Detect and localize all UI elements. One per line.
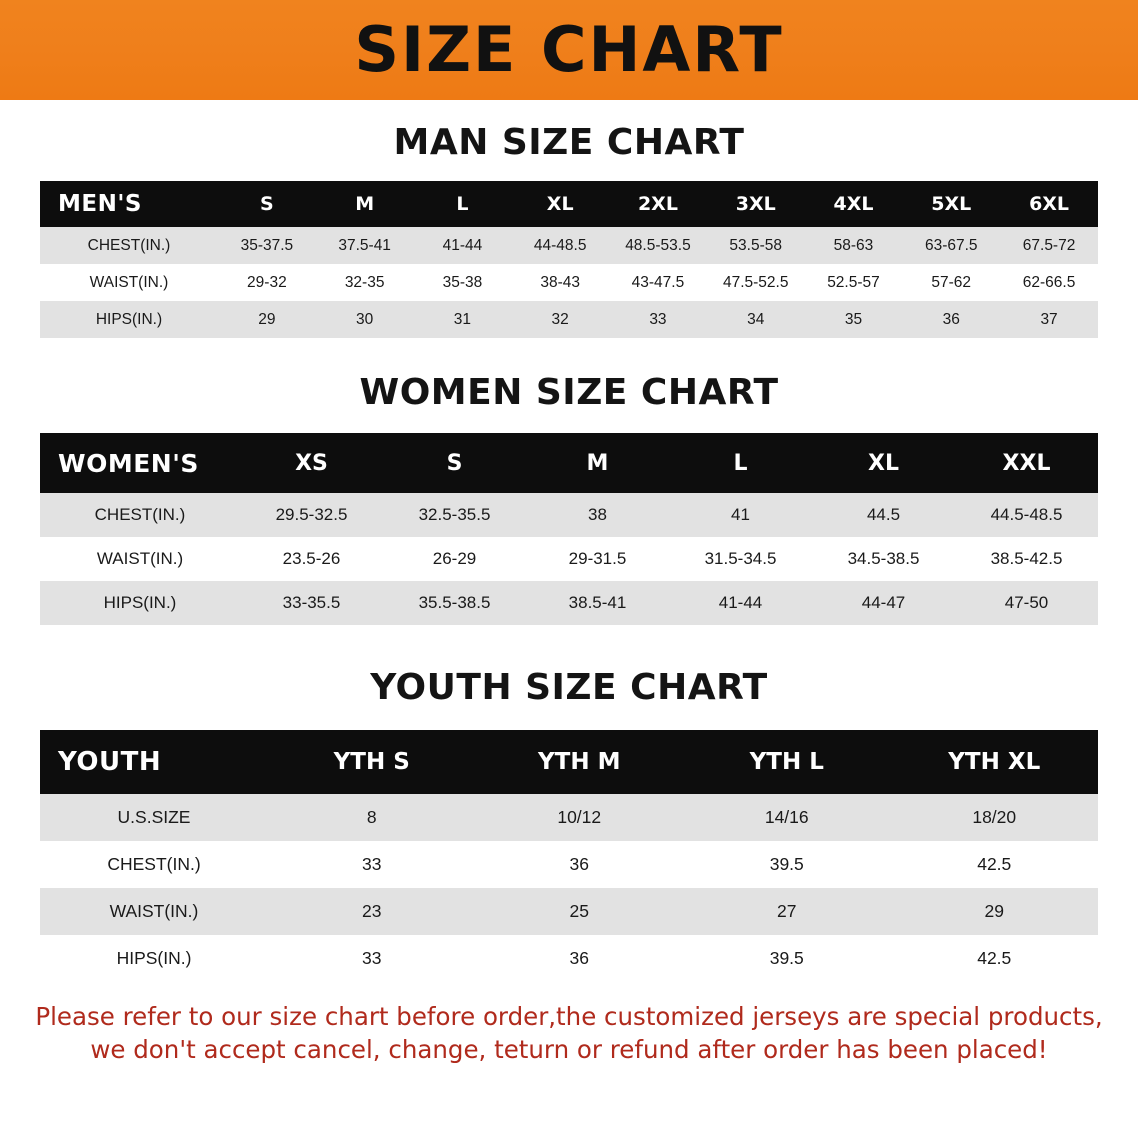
row-label: CHEST(IN.)	[40, 841, 268, 888]
women-table-wrapper	[40, 433, 1098, 625]
table-row	[40, 301, 1098, 338]
table-cell: 37.5-41	[316, 227, 414, 264]
row-label: WAIST(IN.)	[40, 264, 218, 301]
table-header-row	[40, 730, 1098, 794]
disclaimer-line-2: we don't accept cancel, change, teturn or refund after order has been placed!	[90, 1035, 1048, 1065]
table-cell: 29-32	[218, 264, 316, 301]
table-cell: 18/20	[891, 794, 1099, 841]
table-cell: 34	[707, 301, 805, 338]
row-label: WAIST(IN.)	[40, 537, 240, 581]
table-cell: 44.5	[812, 493, 955, 537]
table-row	[40, 935, 1098, 982]
table-cell: 14/16	[683, 794, 891, 841]
men-header-cell: 4XL	[805, 181, 903, 227]
table-cell: 36	[476, 841, 684, 888]
youth-header-cell: YTH L	[683, 730, 891, 794]
table-cell: 53.5-58	[707, 227, 805, 264]
disclaimer-line-1: Please refer to our size chart before order,the customized jerseys are special products,	[35, 1002, 1103, 1031]
table-cell: 29	[891, 888, 1099, 935]
table-cell: 35-38	[414, 264, 512, 301]
men-header-cell: 5XL	[902, 181, 1000, 227]
table-row	[40, 841, 1098, 888]
youth-section-heading: YOUTH SIZE CHART	[370, 667, 768, 708]
table-cell: 23.5-26	[240, 537, 383, 581]
table-cell: 57-62	[902, 264, 1000, 301]
table-cell: 52.5-57	[805, 264, 903, 301]
disclaimer-note	[34, 1000, 1104, 1066]
table-cell: 34.5-38.5	[812, 537, 955, 581]
table-cell: 42.5	[891, 841, 1099, 888]
table-cell: 44-47	[812, 581, 955, 625]
men-header-cell: S	[218, 181, 316, 227]
table-row	[40, 493, 1098, 537]
table-cell: 38	[526, 493, 669, 537]
page-title: SIZE CHART	[354, 13, 784, 86]
table-cell: 32	[511, 301, 609, 338]
table-cell: 27	[683, 888, 891, 935]
table-header-row	[40, 181, 1098, 227]
women-header-cell: XS	[240, 433, 383, 493]
table-cell: 30	[316, 301, 414, 338]
row-label: U.S.SIZE	[40, 794, 268, 841]
table-row	[40, 537, 1098, 581]
youth-header-cell: YTH XL	[891, 730, 1099, 794]
table-cell: 38.5-41	[526, 581, 669, 625]
table-cell: 41-44	[414, 227, 512, 264]
table-cell: 31.5-34.5	[669, 537, 812, 581]
women-section-heading: WOMEN SIZE CHART	[359, 372, 779, 413]
table-cell: 32.5-35.5	[383, 493, 526, 537]
table-cell: 67.5-72	[1000, 227, 1098, 264]
row-label: HIPS(IN.)	[40, 301, 218, 338]
table-cell: 47-50	[955, 581, 1098, 625]
women-header-cell: XXL	[955, 433, 1098, 493]
table-row	[40, 227, 1098, 264]
table-cell: 38-43	[511, 264, 609, 301]
table-cell: 32-35	[316, 264, 414, 301]
table-cell: 43-47.5	[609, 264, 707, 301]
women-header-cell: XL	[812, 433, 955, 493]
women-size-table	[40, 433, 1098, 625]
table-cell: 48.5-53.5	[609, 227, 707, 264]
table-cell: 47.5-52.5	[707, 264, 805, 301]
row-label: WAIST(IN.)	[40, 888, 268, 935]
row-label: CHEST(IN.)	[40, 227, 218, 264]
table-row	[40, 581, 1098, 625]
row-label: CHEST(IN.)	[40, 493, 240, 537]
men-header-cell: 6XL	[1000, 181, 1098, 227]
table-cell: 33-35.5	[240, 581, 383, 625]
man-section-heading: MAN SIZE CHART	[393, 122, 745, 163]
women-header-cell: S	[383, 433, 526, 493]
table-cell: 23	[268, 888, 476, 935]
table-cell: 29.5-32.5	[240, 493, 383, 537]
table-cell: 33	[268, 935, 476, 982]
youth-header-cell: YTH M	[476, 730, 684, 794]
man-size-table	[40, 181, 1098, 338]
table-cell: 25	[476, 888, 684, 935]
row-label: HIPS(IN.)	[40, 581, 240, 625]
men-header-cell: 2XL	[609, 181, 707, 227]
table-cell: 33	[609, 301, 707, 338]
table-cell: 35.5-38.5	[383, 581, 526, 625]
youth-header-label: YOUTH	[40, 730, 268, 794]
table-cell: 38.5-42.5	[955, 537, 1098, 581]
table-cell: 41	[669, 493, 812, 537]
table-cell: 44.5-48.5	[955, 493, 1098, 537]
men-header-cell: L	[414, 181, 512, 227]
table-cell: 31	[414, 301, 512, 338]
women-header-cell: L	[669, 433, 812, 493]
table-cell: 29	[218, 301, 316, 338]
women-header-cell: M	[526, 433, 669, 493]
table-row	[40, 264, 1098, 301]
table-cell: 63-67.5	[902, 227, 1000, 264]
table-cell: 35-37.5	[218, 227, 316, 264]
youth-header-cell: YTH S	[268, 730, 476, 794]
table-header-row	[40, 433, 1098, 493]
table-cell: 26-29	[383, 537, 526, 581]
table-cell: 10/12	[476, 794, 684, 841]
table-cell: 8	[268, 794, 476, 841]
table-cell: 41-44	[669, 581, 812, 625]
youth-size-table	[40, 730, 1098, 982]
table-cell: 39.5	[683, 841, 891, 888]
table-cell: 42.5	[891, 935, 1099, 982]
table-cell: 36	[902, 301, 1000, 338]
table-cell: 36	[476, 935, 684, 982]
size-chart-banner	[0, 0, 1138, 100]
table-cell: 44-48.5	[511, 227, 609, 264]
table-cell: 35	[805, 301, 903, 338]
youth-table-wrapper	[40, 730, 1098, 982]
row-label: HIPS(IN.)	[40, 935, 268, 982]
table-cell: 37	[1000, 301, 1098, 338]
man-table-wrapper	[40, 181, 1098, 338]
table-row	[40, 794, 1098, 841]
men-header-cell: XL	[511, 181, 609, 227]
men-header-label: MEN'S	[40, 181, 218, 227]
table-cell: 62-66.5	[1000, 264, 1098, 301]
table-cell: 39.5	[683, 935, 891, 982]
table-cell: 58-63	[805, 227, 903, 264]
table-cell: 33	[268, 841, 476, 888]
women-header-label: WOMEN'S	[40, 433, 240, 493]
table-row	[40, 888, 1098, 935]
men-header-cell: M	[316, 181, 414, 227]
men-header-cell: 3XL	[707, 181, 805, 227]
table-cell: 29-31.5	[526, 537, 669, 581]
